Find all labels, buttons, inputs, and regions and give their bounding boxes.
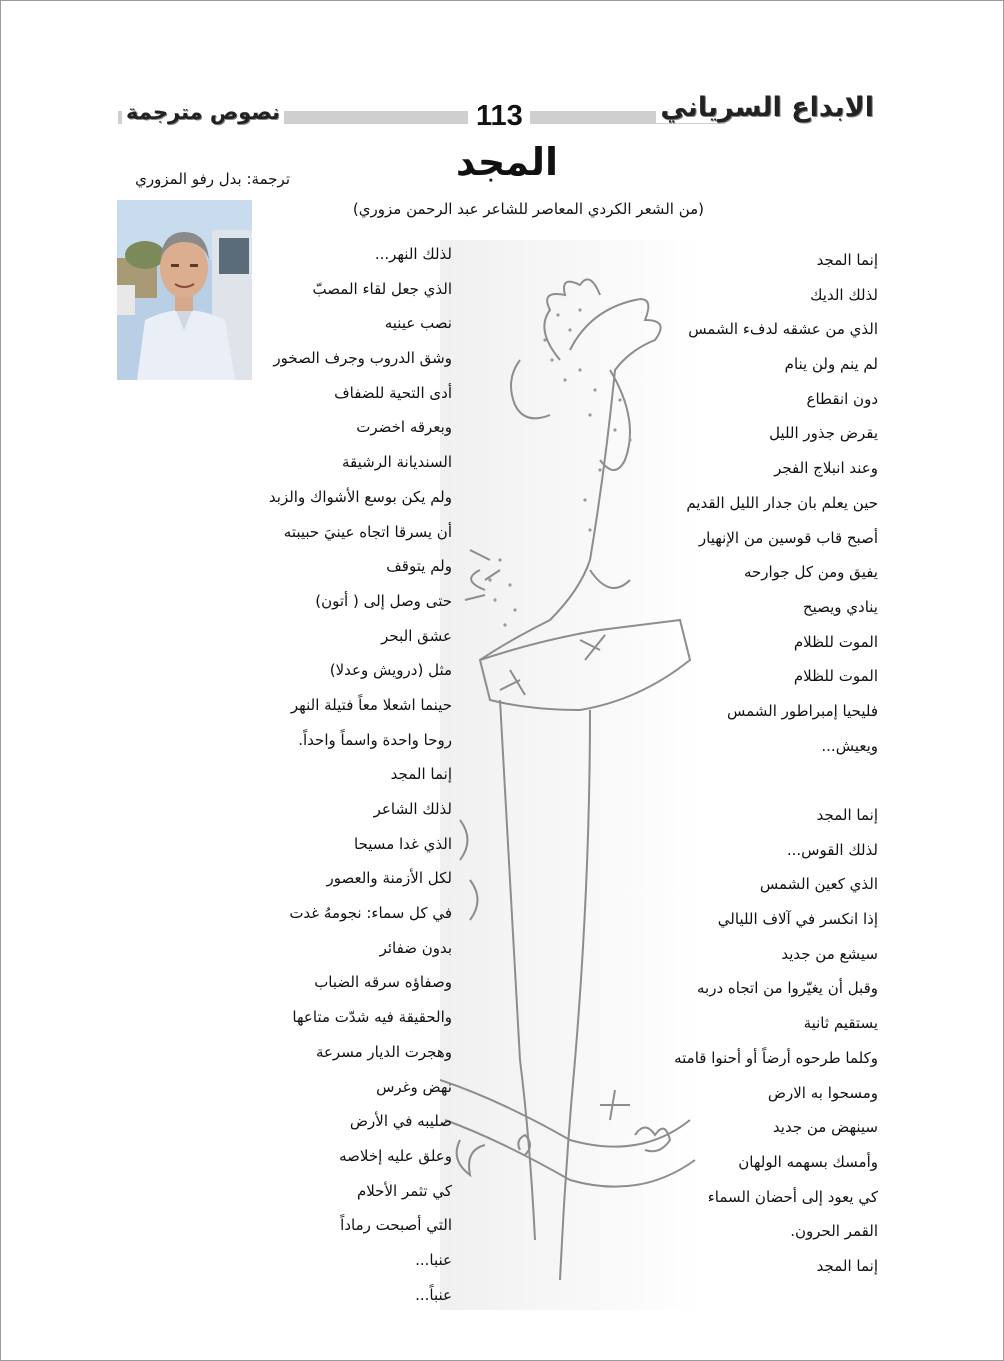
poem-line: إنما المجد xyxy=(390,765,452,784)
poem-subtitle: (من الشعر الكردي المعاصر للشاعر عبد الرحمن مزوري) xyxy=(352,200,704,218)
poem-line: إنما المجد xyxy=(816,251,878,269)
section-label: نصوص مترجمة xyxy=(122,100,284,124)
page-number: 113 xyxy=(476,100,523,132)
magazine-name: الابداع السرياني xyxy=(656,92,878,123)
poem-line: أن يسرقا اتجاه عينيَ حبيبته xyxy=(283,522,452,541)
poem-line: الذي كعين الشمس xyxy=(759,875,878,894)
poem-line: لذلك القوس... xyxy=(786,840,878,859)
poem-line: وبعرقه اخضرت xyxy=(356,418,452,437)
poem-line: سينهض من جديد xyxy=(772,1118,878,1137)
poem-line: وعند انبلاج الفجر xyxy=(774,459,878,478)
poem-line: ومسحوا به الارض xyxy=(767,1083,878,1102)
poem-line: حين يعلم بان جدار الليل القديم xyxy=(686,493,878,512)
poem-line: مثل (درويش وعدلا) xyxy=(329,661,452,680)
poem-line: التي أصبحت رماداً xyxy=(340,1216,452,1235)
poem-line: فليحيا إمبراطور الشمس xyxy=(727,701,878,720)
poem-line: روحا واحدة واسماً واحداً. xyxy=(298,730,452,749)
poem-line: ينادي ويصيح xyxy=(802,597,878,616)
poem-line: أدى التحية للضفاف xyxy=(334,383,452,402)
poem-line: صليبه في الأرض xyxy=(349,1112,452,1131)
poem-line: وشق الدروب وجرف الصخور xyxy=(273,349,452,368)
poem-line: وهجرت الديار مسرعة xyxy=(315,1042,452,1061)
poem-column-left xyxy=(132,242,452,1317)
poem-line: عنبا... xyxy=(415,1250,452,1269)
poem-line: نصب عينيه xyxy=(384,314,452,333)
poem-line: يفيق ومن كل جوارحه xyxy=(743,563,878,582)
poem-line: وقبل أن يغيّروا من اتجاه دربه xyxy=(697,979,878,998)
translator-credit: ترجمة: بدل رفو المزوري xyxy=(135,170,290,188)
poem-line: حتى وصل إلى ( أتون) xyxy=(315,591,452,610)
poem-line: دون انقطاع xyxy=(806,389,878,408)
poem-line: لذلك الديك xyxy=(810,285,878,304)
poem-line: لكل الأزمنة والعصور xyxy=(326,869,452,888)
poem-line: إذا انكسر في آلاف الليالي xyxy=(717,910,878,929)
poem-line: كي تثمر الأحلام xyxy=(356,1181,452,1200)
poem-line: ولم يتوقف xyxy=(386,557,452,576)
poem-line: ولم يكن بوسع الأشواك والزبد xyxy=(268,487,452,506)
poem-line: إنما المجد xyxy=(816,1256,878,1275)
poem-line: كي يعود إلى أحضان السماء xyxy=(707,1187,878,1206)
poem-line: لم ينم ولن ينام xyxy=(784,355,878,374)
poem-line: إنما المجد xyxy=(816,806,878,824)
poem-line: والحقيقة فيه شدّت متاعها xyxy=(292,1008,452,1027)
poem-line: بدون ضفائر xyxy=(379,938,452,957)
poem-line: الذي جعل لقاء المصبّ xyxy=(312,279,452,298)
poem-line: القمر الحرون. xyxy=(790,1222,878,1241)
poem-line: أصبح قاب قوسين من الإنهيار xyxy=(698,528,878,547)
poem-line: الذي غدا مسيحا xyxy=(354,834,452,853)
poem-line: عنباً... xyxy=(415,1285,452,1304)
poem-line: يقرض جذور الليل xyxy=(769,424,878,443)
poem-line: وكلما طرحوه أرضاً أو أحنوا قامته xyxy=(674,1048,878,1067)
poem-line: وعلق عليه إخلاصه xyxy=(339,1146,452,1165)
stanza-gap xyxy=(578,768,878,803)
poem-line: الموت للظلام xyxy=(793,667,878,686)
poem-line: لذلك النهر... xyxy=(374,245,452,263)
poem-column-right xyxy=(578,248,878,1289)
poem-line: السنديانة الرشيقة xyxy=(342,453,452,472)
poem-line: سيشع من جديد xyxy=(781,944,878,963)
poem-line: الموت للظلام xyxy=(793,632,878,651)
poem-line: وصفاؤه سرقه الضباب xyxy=(314,973,452,992)
poem-line: نهض وغرس xyxy=(376,1077,452,1096)
poem-line: الذي من عشقه لدفء الشمس xyxy=(688,320,878,339)
poem-line: حينما اشعلا معاً فتيلة النهر xyxy=(290,695,452,714)
poem-line: يستقيم ثانية xyxy=(803,1014,878,1033)
poem-title: المجد xyxy=(455,140,558,184)
poem-line: لذلك الشاعر xyxy=(373,800,452,818)
poem-line: ويعيش... xyxy=(821,736,878,755)
poem-line: في كل سماء: نجومهُ غدت xyxy=(289,904,452,923)
poem-line: عشق البحر xyxy=(381,626,452,645)
poem-line: وأمسك بسهمه الولهان xyxy=(738,1152,878,1171)
